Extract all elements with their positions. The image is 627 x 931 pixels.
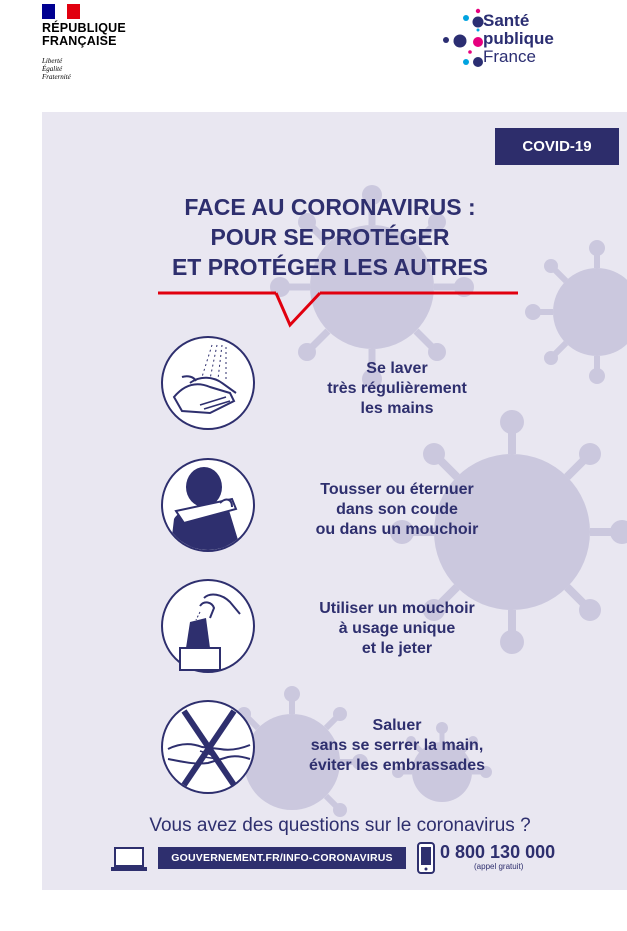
rf-motto: Liberté Égalité Fraternité xyxy=(42,57,71,81)
no-handshake-icon xyxy=(160,699,256,795)
item-handwash-text: Se laver très régulièrement les mains xyxy=(327,360,467,417)
item-handshake-text: Saluer sans se serrer la main, éviter les embrassades xyxy=(308,717,486,774)
republique-francaise-name: RÉPUBLIQUE FRANÇAISE xyxy=(42,21,126,48)
item-cough-text: Tousser ou éternuer dans son coude ou dans un mouchoir xyxy=(315,481,479,538)
phone-icon xyxy=(415,842,437,874)
tissue-icon xyxy=(160,578,256,674)
hotline-number[interactable]: 0 800 130 000 xyxy=(440,842,556,862)
hotline-note: (appel gratuit) xyxy=(474,862,524,871)
spf-dots-logo xyxy=(440,8,484,70)
covid-badge: COVID-19 xyxy=(495,128,619,165)
item-tissue-text: Utiliser un mouchoir à usage unique et le jeter xyxy=(319,600,475,657)
questions-heading: Vous avez des questions sur le coronavirus ? xyxy=(149,815,531,836)
poster-headline: FACE AU CORONAVIRUS : POUR SE PROTÉGER ET PROTÉGER LES AUTRES xyxy=(171,194,489,280)
handwash-icon xyxy=(160,335,256,431)
spf-name: Santé publique France xyxy=(483,11,554,66)
info-url-link[interactable]: GOUVERNEMENT.FR/INFO-CORONAVIRUS xyxy=(158,847,406,869)
speech-bubble-underline xyxy=(158,290,520,330)
laptop-icon xyxy=(110,846,148,872)
cough-elbow-icon xyxy=(160,457,256,553)
marianne-flag-logo xyxy=(42,4,80,19)
